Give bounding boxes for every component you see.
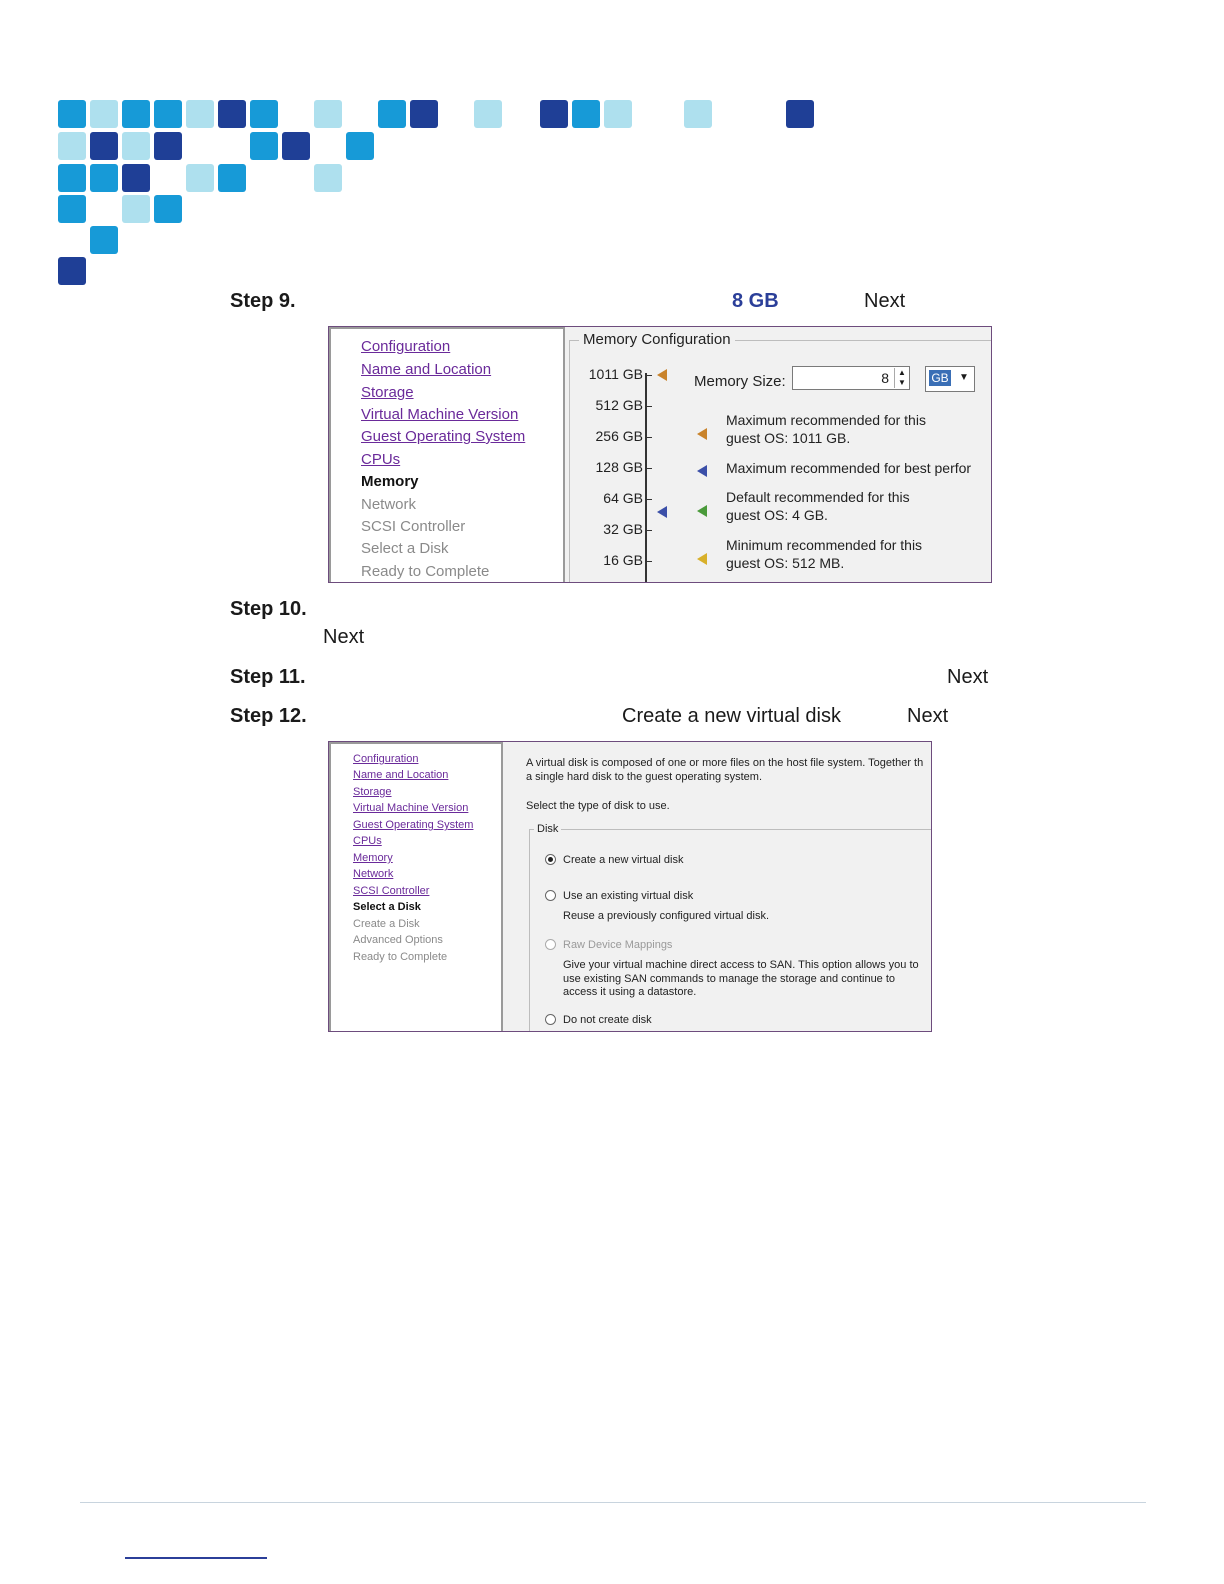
raw-device-desc-line2: use existing SAN commands to manage the storage and continue to	[563, 973, 896, 985]
pattern-tile	[90, 100, 118, 128]
footer-underline	[125, 1557, 267, 1559]
pattern-tile	[218, 100, 246, 128]
nav-item-guest-os[interactable]: Guest Operating System	[361, 428, 526, 445]
pattern-tile	[122, 132, 150, 160]
nav-item-memory[interactable]: Memory	[353, 852, 393, 864]
memory-slider-track[interactable]	[645, 373, 647, 583]
nav-item-memory: Memory	[361, 473, 419, 490]
nav-item-storage[interactable]: Storage	[361, 384, 414, 401]
no-disk-radio[interactable]	[545, 1014, 556, 1025]
pattern-tile	[58, 100, 86, 128]
use-existing-disk-radio[interactable]	[545, 890, 556, 901]
nav-item-scsi-controller[interactable]: SCSI Controller	[353, 885, 430, 897]
step-10-label: Step 10.	[230, 598, 307, 620]
pattern-tile	[218, 164, 246, 192]
raw-device-mappings-label: Raw Device Mappings	[563, 939, 673, 951]
rec-default-line2: guest OS: 4 GB.	[726, 507, 828, 523]
disk-type-prompt: Select the type of disk to use.	[526, 800, 670, 812]
memory-config-screenshot	[328, 326, 992, 583]
scale-tick	[646, 375, 652, 376]
pattern-tile	[186, 100, 214, 128]
best-perf-marker-icon	[697, 465, 707, 477]
memory-unit-value: GB	[929, 370, 951, 386]
raw-device-mappings-radio	[545, 939, 556, 950]
pattern-tile	[572, 100, 600, 128]
rec-default-line1: Default recommended for this	[726, 489, 910, 505]
step-12-action: Next	[907, 705, 949, 727]
step-9-label: Step 9.	[230, 290, 296, 312]
scale-label: 16 GB	[603, 552, 643, 568]
nav-item-storage[interactable]: Storage	[353, 786, 392, 798]
nav-item-network: Network	[361, 496, 417, 513]
scale-label: 64 GB	[603, 490, 643, 506]
step-11-action: Next	[947, 666, 989, 688]
scale-label: 32 GB	[603, 521, 643, 537]
min-marker-icon	[697, 553, 707, 565]
nav-item-configuration[interactable]: Configuration	[361, 338, 451, 355]
scale-tick	[646, 530, 652, 531]
pattern-tile	[58, 195, 86, 223]
nav-item-vm-version[interactable]: Virtual Machine Version	[353, 802, 469, 814]
nav-item-ready: Ready to Complete	[353, 951, 448, 963]
raw-device-desc-line1: Give your virtual machine direct access to SAN. This option allows you to	[563, 959, 919, 971]
scale-tick	[646, 468, 652, 469]
scale-label: 128 GB	[595, 459, 643, 475]
max-os-marker-icon	[697, 428, 707, 440]
pattern-tile	[314, 164, 342, 192]
pattern-tile	[186, 164, 214, 192]
nav-item-vm-version[interactable]: Virtual Machine Version	[361, 406, 519, 423]
scale-label: 1011 GB	[588, 366, 643, 382]
wizard-nav	[329, 742, 503, 1031]
nav-item-guest-os[interactable]: Guest Operating System	[353, 819, 474, 831]
pattern-tile	[90, 226, 118, 254]
use-existing-disk-label: Use an existing virtual disk	[563, 890, 694, 902]
scale-tick	[646, 437, 652, 438]
pattern-tile	[58, 132, 86, 160]
pattern-tile	[250, 100, 278, 128]
create-new-disk-radio[interactable]	[545, 854, 556, 865]
intro-line2: a single hard disk to the guest operating system.	[526, 771, 763, 783]
pattern-tile	[282, 132, 310, 160]
pattern-tile	[474, 100, 502, 128]
nav-item-select-disk: Select a Disk	[353, 901, 421, 913]
pattern-tile	[154, 132, 182, 160]
nav-item-network[interactable]: Network	[353, 868, 394, 880]
step-12-label: Step 12.	[230, 705, 307, 727]
scale-tick	[646, 561, 652, 562]
rec-min-line2: guest OS: 512 MB.	[726, 555, 845, 571]
memory-size-label: Memory Size:	[694, 373, 786, 390]
no-disk-label: Do not create disk	[563, 1014, 652, 1026]
nav-item-name-and-location[interactable]: Name and Location	[361, 361, 492, 378]
rec-best: Maximum recommended for best perfor	[726, 460, 972, 476]
pattern-tile	[90, 164, 118, 192]
scale-tick	[646, 406, 652, 407]
max-os-marker-icon	[657, 369, 667, 381]
scale-tick	[646, 499, 652, 500]
nav-item-name-and-location[interactable]: Name and Location	[353, 769, 449, 781]
pattern-tile	[122, 164, 150, 192]
step-9-action: Next	[864, 290, 906, 312]
pattern-tile	[122, 195, 150, 223]
memory-size-input[interactable]: 8	[792, 366, 910, 390]
step-12-option: Create a new virtual disk	[622, 705, 841, 727]
step-9-value: 8 GB	[732, 290, 779, 312]
memory-size-spinner[interactable]: ▲ ▼	[894, 368, 909, 388]
scale-label: 512 GB	[595, 397, 643, 413]
use-existing-disk-desc: Reuse a previously configured virtual disk.	[563, 910, 770, 922]
pattern-tile	[540, 100, 568, 128]
pattern-tile	[58, 164, 86, 192]
rec-min-line1: Minimum recommended for this	[726, 537, 923, 553]
wizard-nav	[329, 327, 565, 582]
nav-item-ready: Ready to Complete	[361, 563, 490, 580]
select-disk-screenshot	[328, 741, 932, 1032]
default-marker-icon	[697, 505, 707, 517]
rec-max-line1: Maximum recommended for this	[726, 412, 926, 428]
memory-unit-select[interactable]	[925, 366, 975, 392]
disk-group-title: Disk	[534, 822, 561, 836]
raw-device-desc-line3: access it using a datastore.	[563, 986, 697, 998]
pattern-tile	[378, 100, 406, 128]
step-10-action: Next	[323, 626, 365, 648]
nav-item-cpus[interactable]: CPUs	[353, 835, 382, 847]
nav-item-scsi-controller: SCSI Controller	[361, 518, 466, 535]
pattern-tile	[90, 132, 118, 160]
pattern-tile	[786, 100, 814, 128]
pattern-tile	[154, 100, 182, 128]
pattern-tile	[346, 132, 374, 160]
rec-max-line2: guest OS: 1011 GB.	[726, 430, 851, 446]
pattern-tile	[122, 100, 150, 128]
pattern-tile	[604, 100, 632, 128]
footer-divider	[80, 1502, 1146, 1503]
pattern-tile	[250, 132, 278, 160]
scale-label: 256 GB	[595, 428, 643, 444]
slider-thumb-icon[interactable]	[657, 506, 667, 518]
memory-config-title: Memory Configuration	[579, 331, 735, 348]
nav-item-create-disk: Create a Disk	[353, 918, 420, 930]
pattern-tile	[154, 195, 182, 223]
intro-line1: A virtual disk is composed of one or more files on the host file system. Together th	[526, 757, 924, 769]
nav-item-select-disk: Select a Disk	[361, 540, 449, 557]
nav-item-configuration[interactable]: Configuration	[353, 753, 419, 765]
pattern-tile	[314, 100, 342, 128]
pattern-tile	[684, 100, 712, 128]
nav-item-cpus[interactable]: CPUs	[361, 451, 401, 468]
chevron-down-icon: ▼	[959, 372, 969, 383]
pattern-tile	[410, 100, 438, 128]
pattern-tile	[58, 257, 86, 285]
nav-item-advanced-options: Advanced Options	[353, 934, 443, 946]
create-new-disk-label: Create a new virtual disk	[563, 854, 684, 866]
step-11-label: Step 11.	[230, 666, 306, 688]
